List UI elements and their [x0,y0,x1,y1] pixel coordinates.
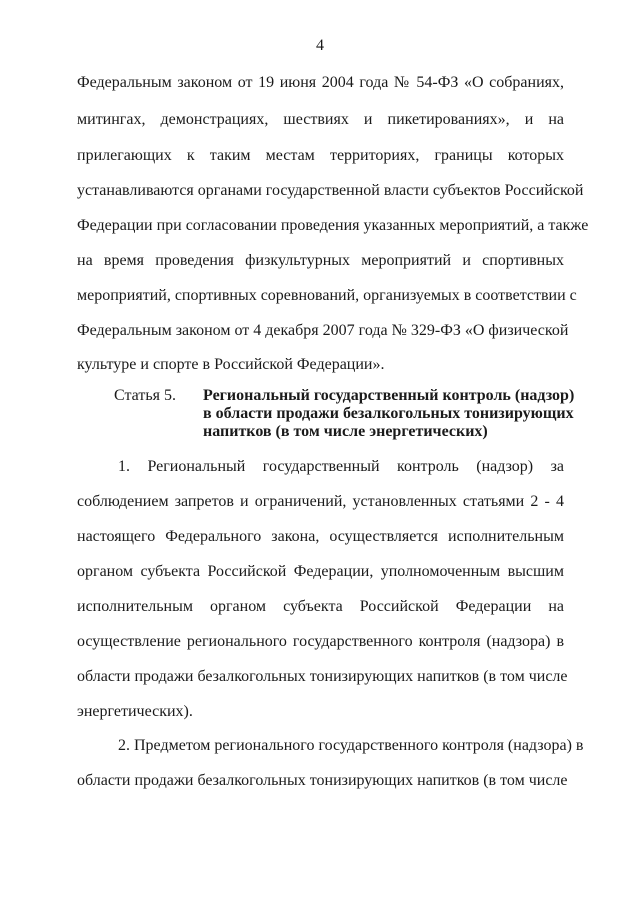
text-line: Федеральным законом от 4 декабря 2007 года № 329-ФЗ «О физической [77,322,569,339]
article-title-line: напитков (в том числе энергетических) [203,423,488,440]
text-line: Федеральным законом от 19 июня 2004 года № 54-ФЗ «О собраниях, [77,74,564,91]
text-line: культуре и спорте в Российской Федерации». [77,356,385,373]
article-title-line: Региональный государственный контроль (надзор) [203,387,575,404]
text-line: 2. Предметом регионального государственного контроля (надзора) в [118,737,584,754]
text-line: исполнительным органом субъекта Российской Федерации на [77,598,564,615]
text-line: прилегающих к таким местам территориях, границы которых [77,147,564,164]
text-line: Федерации при согласовании проведения указанных мероприятий, а также [77,217,589,234]
text-line: на время проведения физкультурных мероприятий и спортивных [77,252,564,269]
text-line: устанавливаются органами государственной власти субъектов Российской [77,182,584,199]
article-title-line: в области продажи безалкогольных тонизирующих [203,405,574,422]
text-line: соблюдением запретов и ограничений, установленных статьями 2 - 4 [77,493,564,510]
page-number: 4 [316,37,324,54]
article-label: Статья 5. [114,387,176,404]
text-line: органом субъекта Российской Федерации, уполномоченным высшим [77,563,564,580]
text-line: осуществление регионального государственного контроля (надзора) в [77,633,564,650]
text-line: 1. Региональный государственный контроль (надзор) за [118,458,564,475]
text-line: настоящего Федерального закона, осуществляется исполнительным [77,528,564,545]
text-line: области продажи безалкогольных тонизирующих напитков (в том числе [77,668,568,685]
text-line: мероприятий, спортивных соревнований, организуемых в соответствии с [77,287,577,304]
text-line: митингах, демонстрациях, шествиях и пикетированиях», и на [77,111,564,128]
text-line: энергетических). [77,703,193,720]
text-line: области продажи безалкогольных тонизирующих напитков (в том числе [77,772,568,789]
